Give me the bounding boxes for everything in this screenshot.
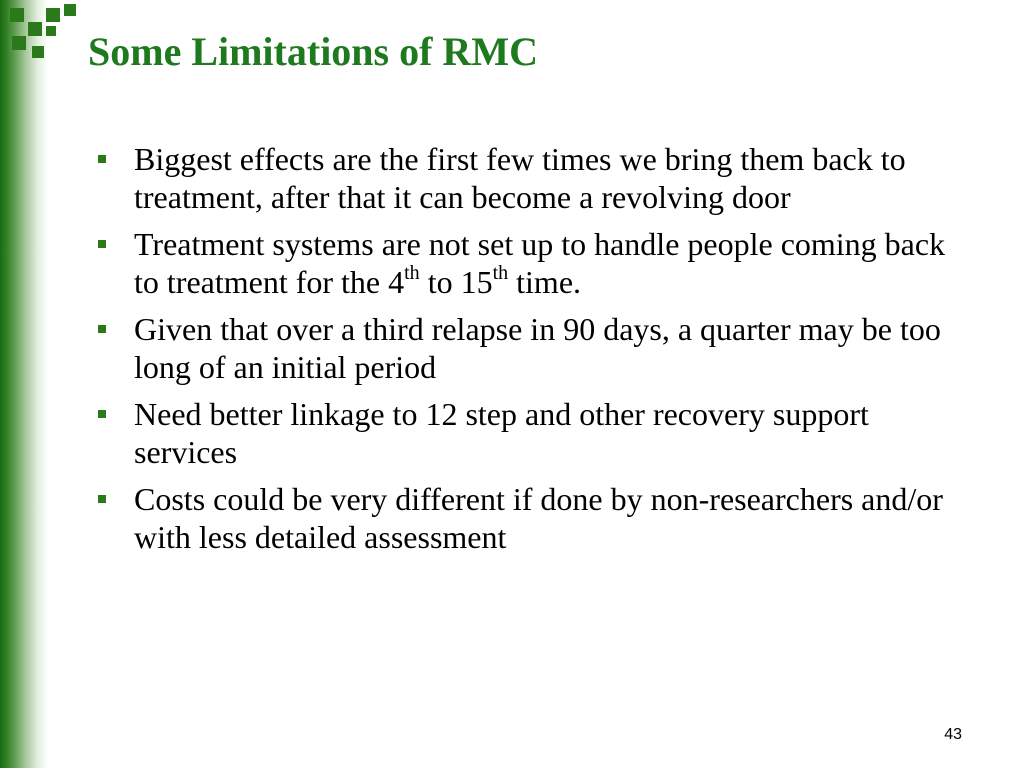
bullet-text: Biggest effects are the first few times we bring them back to treatment, after that it can become a revolving door <box>134 141 906 215</box>
logo-square <box>28 22 42 36</box>
superscript: th <box>492 262 509 285</box>
bullet-text: Treatment systems are not set up to handle people coming back to treatment for the 4 <box>134 226 946 300</box>
bullet-item <box>96 480 976 556</box>
logo-square <box>10 8 24 22</box>
bullet-item <box>96 395 976 471</box>
square-bullet-icon <box>98 155 106 163</box>
square-bullet-icon <box>98 325 106 333</box>
bullet-item <box>96 225 976 301</box>
square-bullet-icon <box>98 495 106 503</box>
checker-logo <box>0 0 90 70</box>
bullet-item <box>96 140 976 216</box>
bullet-text: to 15 <box>419 264 493 300</box>
bullet-item <box>96 310 976 386</box>
bullet-list <box>96 140 976 565</box>
page-number: 43 <box>944 726 962 743</box>
logo-square <box>64 4 76 16</box>
bullet-text: time. <box>508 264 582 300</box>
logo-square <box>32 46 44 58</box>
superscript: th <box>404 262 420 285</box>
left-accent-bar <box>0 0 48 768</box>
bullet-text: Given that over a third relapse in 90 days, a quarter may be too long of an initial period <box>134 311 941 385</box>
square-bullet-icon <box>98 410 106 418</box>
bullet-text: Costs could be very different if done by non-researchers and/or with less detailed assessment <box>134 481 943 555</box>
logo-square <box>12 36 26 50</box>
slide-title: Some Limitations of RMC <box>88 29 538 74</box>
bullet-text: Need better linkage to 12 step and other recovery support services <box>134 396 869 470</box>
logo-square <box>46 26 56 36</box>
square-bullet-icon <box>98 240 106 248</box>
logo-square <box>46 8 60 22</box>
